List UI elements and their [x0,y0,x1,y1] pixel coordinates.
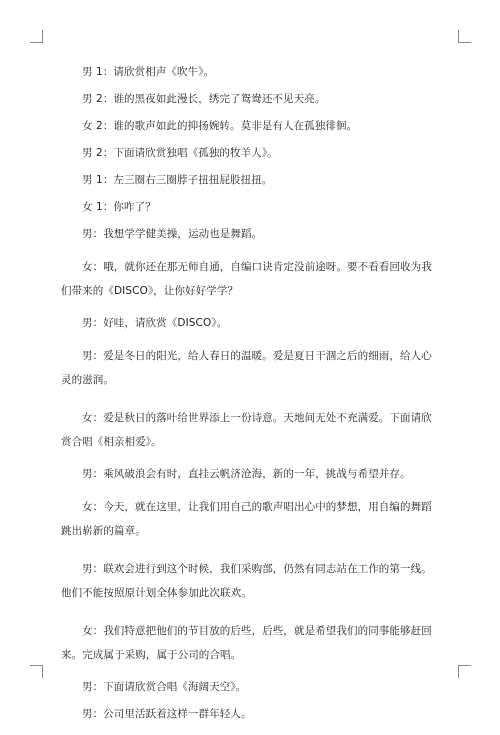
paragraph: 女 1：你咋了？ [82,201,156,213]
crop-mark-top-left [30,30,43,43]
paragraph: 女 2：谁的歌声如此的抑扬婉转。莫非是有人在孤独徘徊。 [82,120,358,132]
crop-mark-top-right [458,30,471,43]
paragraph: 男：爱是冬日的阳光，给人春日的温暖。爱是夏日干涸之后的细雨，给人心灵的滋润。 [61,350,432,386]
paragraph: 男：我想学学健美操，运动也是舞蹈。 [82,228,263,240]
paragraph: 男 2：谁的黑夜如此漫长，绣完了鸳鸯还不见天亮。 [82,93,326,105]
crop-mark-bottom-right [458,665,471,678]
document-body [61,66,441,735]
paragraph: 男：乘风破浪会有时，直挂云帆济沧海，新的一年，挑战与希望并存。 [82,468,411,480]
paragraph: 男 2：下面请欣赏独唱《孤独的牧羊人》。 [82,147,278,159]
crop-mark-bottom-left [30,665,43,678]
paragraph: 男：公司里活跃着这样一群年轻人。 [82,708,252,720]
paragraph: 男 1：左三圈右三圈脖子扭扭屁股扭扭。 [82,174,273,186]
paragraph: 女：爱是秋日的落叶给世界添上一份诗意。天地间无处不充满爱。下面请欣赏合唱《相亲相爱》。 [61,412,432,448]
paragraph: 男：好哇，请欣赏《DISCO》。 [82,317,228,329]
paragraph: 女：今天，就在这里，让我们用自己的歌声唱出心中的梦想，用自编的舞蹈跳出崭新的篇章。 [61,501,432,537]
paragraph: 女：我们特意把他们的节目放的后些，后些，就是希望我们的同事能够赶回来。完成属于采购，属于公司的合唱。 [61,625,432,661]
paragraph: 男：联欢会进行到这个时候，我们采购部，仍然有同志站在工作的第一线。他们不能按照原计划全体参加此次联欢。 [61,563,432,599]
paragraph: 男 1：请欣赏相声《吹牛》。 [82,66,215,78]
paragraph: 男：下面请欣赏合唱《海阔天空》。 [82,681,247,693]
paragraph: 女：哦，就你还在那无师自通，自编口诀肯定没前途呀。要不看看回收为我们带来的《DISCO》，让你好好学学？ [61,261,432,297]
